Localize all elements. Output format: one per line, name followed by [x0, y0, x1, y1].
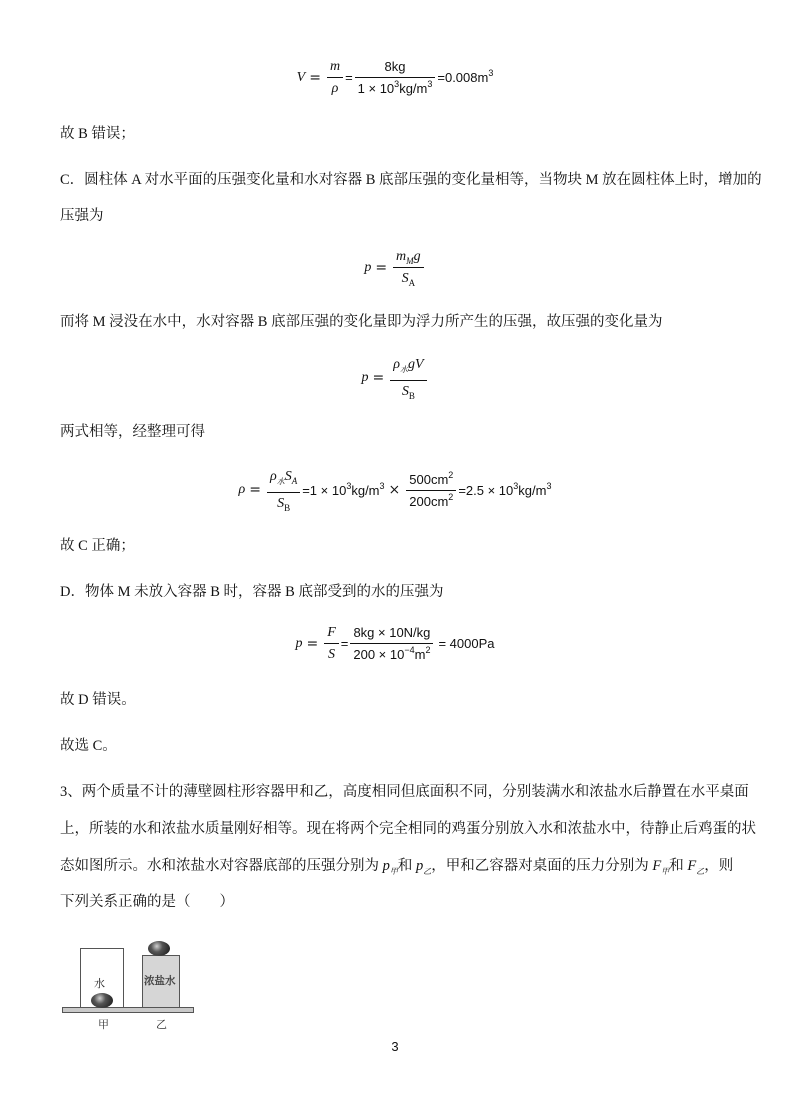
- fraction-mass-over-density: [355, 58, 436, 97]
- numerator: 8kg × 10N/kg: [353, 625, 431, 640]
- brine-label: 浓盐水: [144, 975, 176, 987]
- denominator: $S_B$: [401, 384, 415, 401]
- fraction-pressure-b: [390, 356, 426, 400]
- denominator: $S_B$: [277, 496, 291, 513]
- question-3-text: 态如图所示。水和浓盐水对容器底部的压强分别为 $p_甲$和 $p_乙$，甲和乙容器对桌面的压力分别为 $F_甲$和 $F_乙$，则: [60, 858, 734, 876]
- question-3-text: 3、两个质量不计的薄壁圆柱形容器甲和乙，高度相同但底面积不同，分别装满水和浓盐水后静置在水平桌面: [60, 784, 749, 800]
- fraction-pressure-a: [393, 248, 424, 287]
- equation-pressure-b: [0, 356, 790, 400]
- eq-operator: =: [249, 482, 261, 498]
- eq-operator: =: [372, 370, 385, 386]
- numerator: 8kg: [384, 59, 406, 74]
- text-line: 两式相等，经整理可得: [60, 424, 205, 440]
- eq-result: $=0.008m^3$: [437, 68, 494, 85]
- eq-result: = 4000Pa: [438, 636, 495, 651]
- fraction-force-over-area: [350, 624, 433, 663]
- numerator: $m_Mg$: [396, 249, 421, 266]
- table-surface: [62, 1007, 194, 1013]
- eq-operator: ×: [388, 482, 401, 498]
- eq-operator: =: [345, 70, 353, 85]
- fraction-f-over-s: [324, 624, 339, 663]
- fraction-area-ratio: [267, 468, 300, 512]
- fraction-cm-ratio: [406, 471, 456, 510]
- eq-symbol: p: [295, 635, 303, 651]
- eq-symbol: p: [361, 370, 369, 385]
- text-line: 而将 M 浸没在水中，水对容器 B 底部压强的变化量即为浮力所产生的压强，故压强的变化量为: [60, 314, 663, 330]
- denominator: $S_A$: [401, 271, 416, 288]
- eq-symbol: ρ: [238, 482, 246, 497]
- eq-operator: =: [306, 635, 319, 652]
- text-line: D．物体 M 未放入容器 B 时，容器 B 底部受到的水的压强为: [60, 584, 444, 600]
- yi-label: 乙: [156, 1019, 167, 1031]
- equation-volume: [0, 58, 790, 97]
- equation-density: [0, 468, 790, 512]
- numerator: $\rho_水S_A$: [269, 469, 298, 486]
- equation-pressure-a: [0, 248, 790, 287]
- text-line: 故 D 错误。: [60, 692, 136, 708]
- eq-operator: =: [375, 259, 388, 276]
- question-3-text: 上，所装的水和浓盐水质量刚好相等。现在将两个完全相同的鸡蛋分别放入水和浓盐水中，待静止后鸡蛋的状: [60, 821, 756, 837]
- denominator: ρ: [331, 81, 339, 96]
- eq-symbol: V: [296, 69, 306, 85]
- text-line: 压强为: [60, 208, 104, 224]
- egg-floating: [148, 941, 170, 956]
- water-label: 水: [94, 978, 105, 990]
- eq-operator: =: [309, 69, 321, 86]
- text-line: 故 C 正确；: [60, 538, 135, 554]
- numerator: F: [327, 625, 336, 640]
- text-line: C．圆柱体 A 对水平面的压强变化量和水对容器 B 底部压强的变化量相等，当物块 M 放在圆柱体上时，增加的: [60, 172, 762, 188]
- equation-pressure-d: [0, 624, 790, 663]
- jia-label: 甲: [98, 1019, 109, 1031]
- denominator: S: [328, 647, 335, 662]
- eq-result: $=2.5 \times 10^3kg/m^3$: [458, 480, 552, 498]
- denominator: $1 \times 10^3kg/m^3$: [357, 79, 433, 96]
- denominator: $200 \times 10^{-4}m^2$: [353, 645, 431, 662]
- question-3-text: 下列关系正确的是（ ）: [60, 894, 234, 910]
- containers-figure: [60, 940, 200, 1030]
- egg-sunk: [91, 993, 113, 1008]
- fraction-m-over-rho: [327, 58, 343, 97]
- eq-operator: =: [340, 636, 349, 651]
- eq-term: $=1 \times 10^3kg/m^3$: [302, 480, 385, 498]
- text-line: 故选 C。: [60, 738, 117, 754]
- denominator: $200cm^2$: [409, 491, 454, 509]
- text-line: 故 B 错误；: [60, 126, 135, 142]
- eq-symbol: p: [364, 259, 372, 275]
- page-number: 3: [391, 1039, 399, 1054]
- numerator: $500cm^2$: [409, 469, 454, 487]
- numerator: m: [329, 59, 341, 74]
- numerator: $\rho_水gV$: [393, 357, 424, 374]
